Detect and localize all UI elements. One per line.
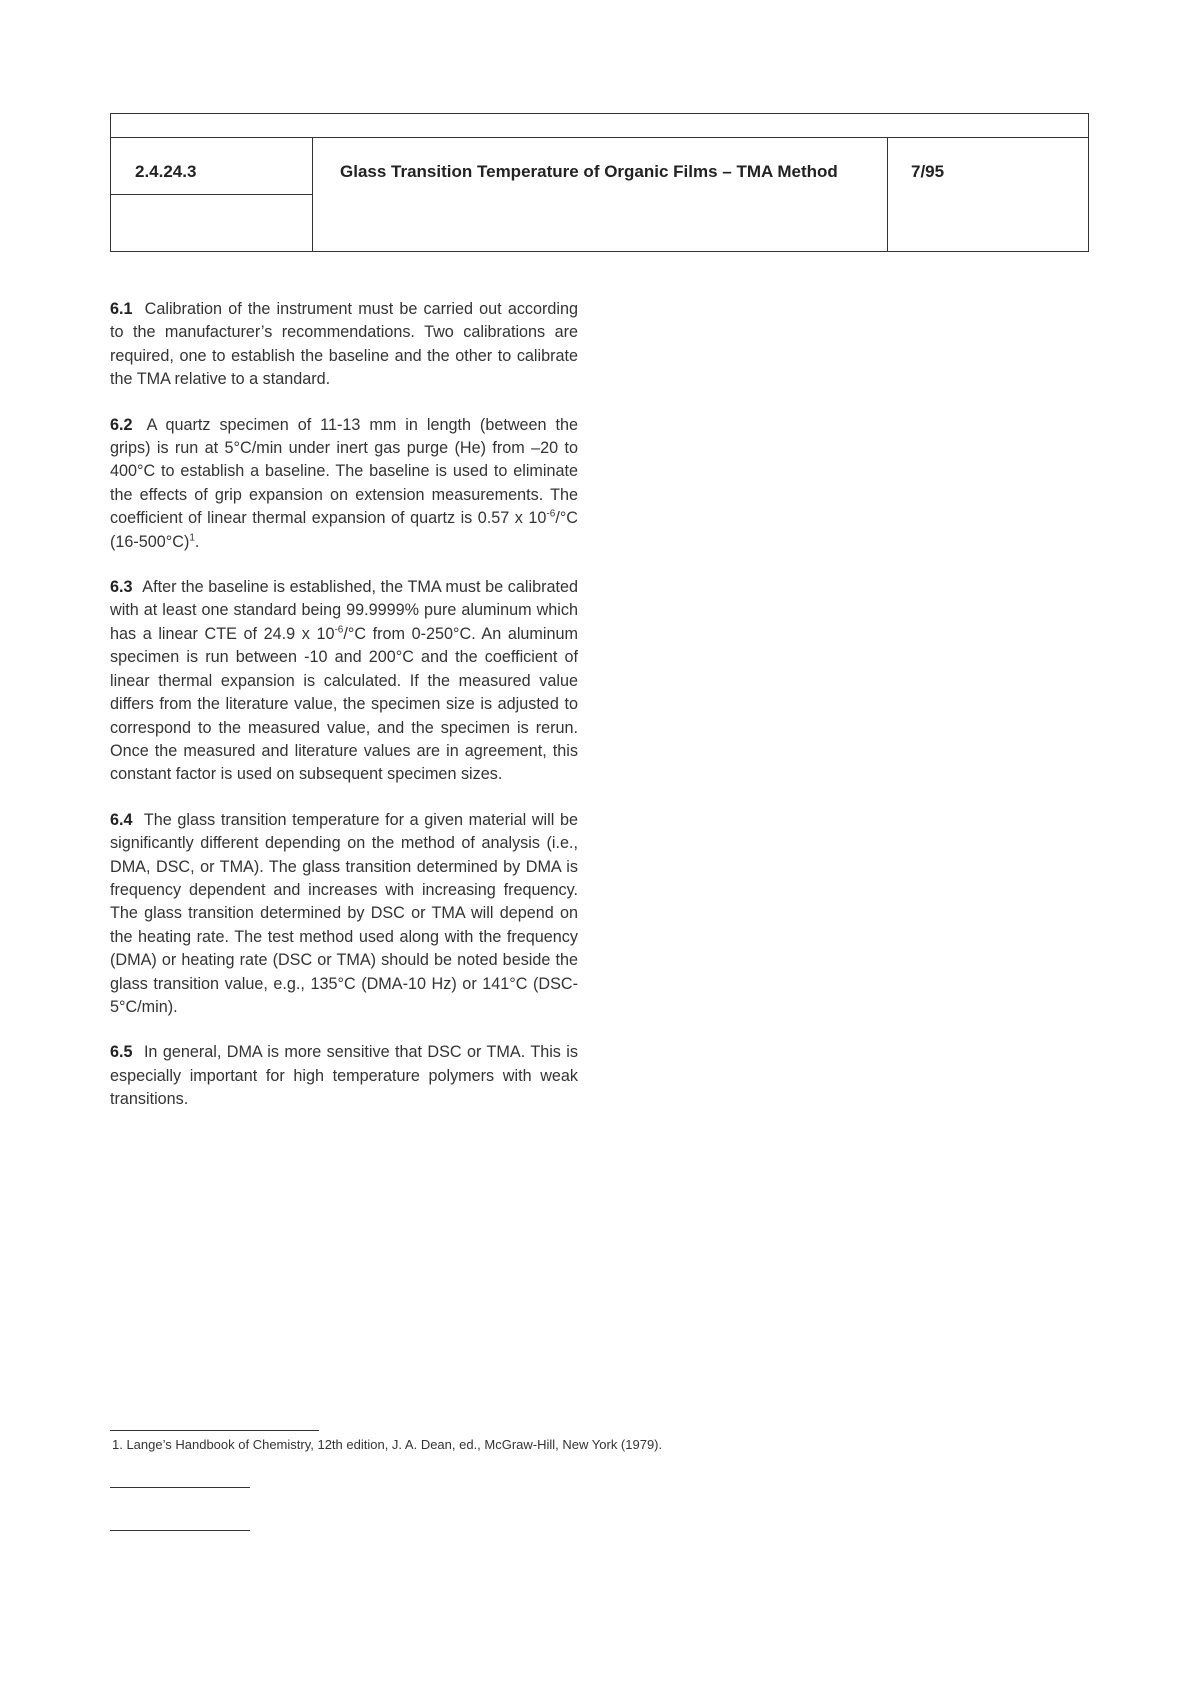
paragraph-number: 6.1 xyxy=(110,300,133,318)
document-title: Glass Transition Temperature of Organic Films – TMA Method xyxy=(340,162,838,181)
paragraph-number: 6.2 xyxy=(110,415,133,434)
exponent: -6 xyxy=(334,624,344,636)
blank-rule xyxy=(110,1487,250,1488)
paragraph-6-1 xyxy=(110,298,578,392)
paragraph-text: Calibration of the instrument must be carried out according to the manufacturer’s recommendations. Two calibrations are required, one to establish the baseline and the other to calibrate the TMA relative to a standard. xyxy=(110,300,579,389)
header-column-divider xyxy=(887,138,888,251)
header-cell-divider xyxy=(111,194,312,195)
paragraph-text: In general, DMA is more sensitive that DSC or TMA. This is especially important for high temperature polymers with weak transitions. xyxy=(110,1043,578,1109)
footnote-reference[interactable]: 1 xyxy=(189,532,195,544)
paragraph-text: A quartz specimen of 11-13 mm in length (between the grips) is run at 5°C/min under inert gas purge (He) from –20 to 400°C to establish a baseline. The baseline is used to eliminate the effects of grip expansion on extension measurements. The coefficient of linear thermal expansion of quartz is 0.57 x 10 xyxy=(110,415,578,528)
document-number: 2.4.24.3 xyxy=(135,162,197,181)
exponent: -6 xyxy=(546,508,556,520)
body-text-column xyxy=(110,298,578,1134)
paragraph-text: After the baseline is established, the TMA must be calibrated with at least one standard being 99.9999% pure aluminum which has a linear CTE of 24.9 x 10 xyxy=(110,578,578,643)
header-top-band xyxy=(111,114,1088,138)
paragraph-6-4 xyxy=(110,809,578,1020)
paragraph-6-3 xyxy=(110,576,578,787)
paragraph-6-5 xyxy=(110,1041,578,1111)
paragraph-text: . xyxy=(194,532,200,551)
document-header-table xyxy=(110,113,1089,252)
revision-date: 7/95 xyxy=(911,162,945,181)
paragraph-text: The glass transition temperature for a given material will be significantly different depending on the method of analysis (i.e., DMA, DSC, or TMA). The glass transition determined by DMA is frequency dependent and increases with increasing frequency. The glass transition determined by DSC or TMA will depend on the heating rate. The test method used along with the frequency (DMA) or heating rate (DSC or TMA) should be noted beside the glass transition value, e.g., 135°C (DMA-10 Hz) or 141°C (DSC-5°C/min). xyxy=(110,810,578,1016)
paragraph-6-2 xyxy=(110,414,578,554)
paragraph-number: 6.5 xyxy=(110,1043,133,1062)
paragraph-number: 6.3 xyxy=(110,578,133,597)
paragraph-text: /°C (16-500°C) xyxy=(110,509,578,551)
paragraph-text: /°C from 0-250°C. An aluminum specimen is run between -10 and 200°C and the coefficient of linear thermal expansion is calculated. If the measured value differs from the literature value, the specimen size is adjusted to correspond to the measured value, and the specimen is rerun. Once the measured and literature values are in agreement, this constant factor is used on subsequent specimen sizes. xyxy=(110,624,579,784)
paragraph-number: 6.4 xyxy=(110,810,133,829)
footnote-1: 1. Lange’s Handbook of Chemistry, 12th edition, J. A. Dean, ed., McGraw-Hill, New York (1979). xyxy=(112,1437,663,1452)
header-column-divider xyxy=(312,138,313,251)
blank-rule xyxy=(110,1530,250,1531)
footnote-rule xyxy=(110,1430,319,1431)
